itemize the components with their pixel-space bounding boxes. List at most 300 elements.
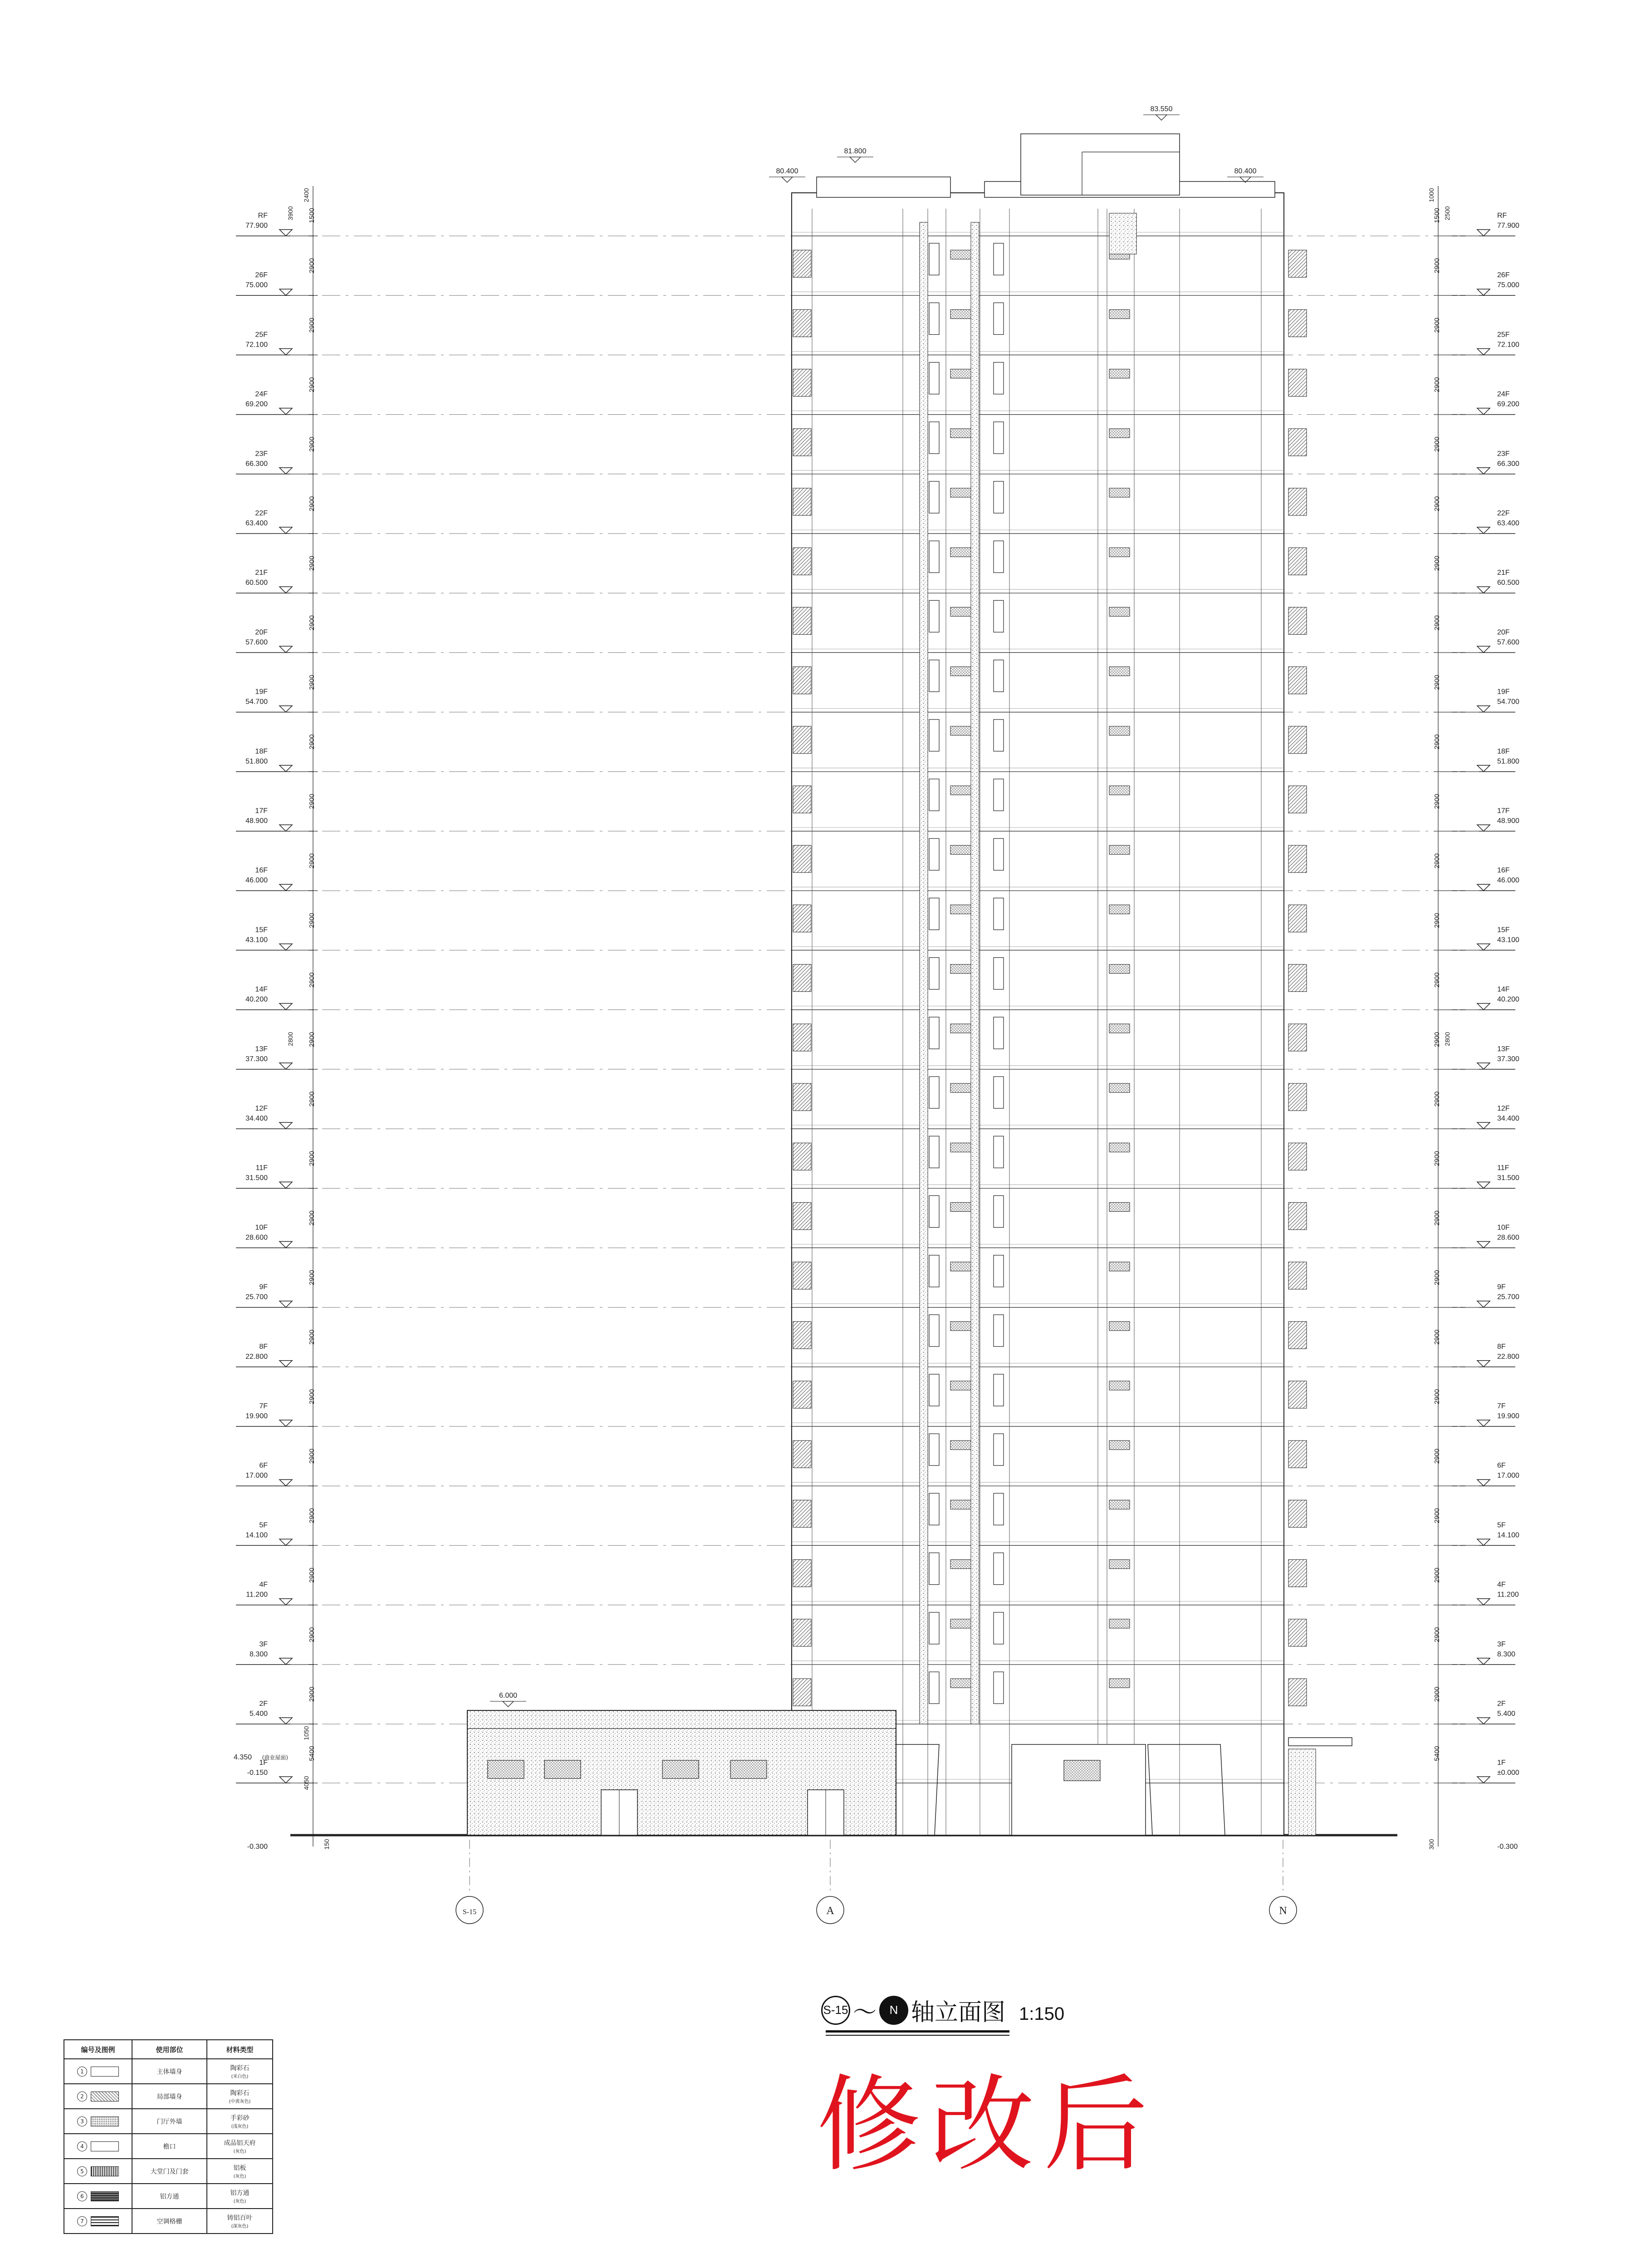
level-elevation-label: 17.000 bbox=[245, 1472, 268, 1480]
ac-grille bbox=[1109, 1262, 1130, 1271]
stone-pier bbox=[1288, 1749, 1316, 1835]
legend-swatch bbox=[91, 2191, 119, 2201]
dimension-label: 300 bbox=[1428, 1839, 1435, 1850]
level-elevation-label: 54.700 bbox=[245, 698, 268, 706]
podium-mid-elevation: 4.350 bbox=[233, 1754, 252, 1761]
legend-swatch bbox=[91, 2141, 119, 2151]
level-triangle bbox=[1477, 646, 1490, 652]
balcony-screen bbox=[1288, 1202, 1307, 1230]
level-floor-label: 15F bbox=[255, 926, 268, 934]
level-floor-label: 20F bbox=[1497, 628, 1510, 637]
level-floor-label: 2F bbox=[259, 1700, 268, 1708]
level-triangle bbox=[1477, 1479, 1490, 1486]
floor-dimension: 2900 bbox=[308, 496, 316, 512]
level-floor-label: 5F bbox=[1497, 1521, 1506, 1529]
level-triangle bbox=[1477, 1241, 1490, 1248]
level-elevation-label: 43.100 bbox=[1497, 936, 1519, 944]
balcony-screen bbox=[1288, 1083, 1307, 1111]
level-triangle bbox=[1477, 944, 1490, 950]
ac-grille bbox=[1109, 1083, 1130, 1092]
legend-use: 空调格栅 bbox=[132, 2209, 207, 2234]
ac-grille bbox=[1109, 1560, 1130, 1569]
level-elevation-label: -0.150 bbox=[247, 1769, 268, 1777]
floor-dimension: 2900 bbox=[308, 913, 316, 928]
balcony-screen bbox=[793, 905, 811, 932]
floor-dimension: 2900 bbox=[308, 794, 316, 809]
balcony-screen bbox=[1288, 905, 1307, 932]
legend-use: 主体墙身 bbox=[132, 2059, 207, 2084]
lobby-vent bbox=[1064, 1760, 1100, 1781]
ac-grille bbox=[950, 1560, 971, 1569]
ac-grille bbox=[1109, 845, 1130, 854]
level-triangle bbox=[1477, 289, 1490, 295]
window bbox=[994, 1255, 1004, 1287]
floor-dimension: 2900 bbox=[1433, 1389, 1441, 1405]
ac-grille bbox=[1109, 1440, 1130, 1450]
window bbox=[929, 1553, 939, 1585]
balcony-screen bbox=[1288, 726, 1307, 754]
ac-grille bbox=[1109, 488, 1130, 497]
roof-machine-room bbox=[1021, 134, 1180, 195]
level-elevation-label: 8.300 bbox=[1497, 1650, 1516, 1658]
ac-grille bbox=[950, 429, 971, 438]
level-floor-label: 22F bbox=[1497, 509, 1510, 517]
legend-swatch bbox=[91, 2166, 119, 2176]
roof-elevation-b: 80.400 bbox=[776, 167, 798, 175]
level-floor-label: RF bbox=[258, 212, 268, 220]
balcony-screen bbox=[1288, 1322, 1307, 1349]
level-triangle bbox=[1477, 1718, 1490, 1724]
level-floor-label: 9F bbox=[259, 1283, 268, 1291]
ac-grille bbox=[950, 1202, 971, 1211]
legend-swatch bbox=[91, 2116, 119, 2126]
window bbox=[929, 600, 939, 632]
balcony-screen bbox=[1288, 488, 1307, 515]
level-triangle bbox=[279, 1241, 292, 1248]
level-triangle bbox=[1477, 468, 1490, 474]
level-floor-label: RF bbox=[1497, 212, 1507, 220]
roof-elevation-c: 80.400 bbox=[1234, 167, 1257, 175]
balcony-screen bbox=[793, 1083, 811, 1111]
level-triangle bbox=[1477, 408, 1490, 415]
legend-swatch bbox=[91, 2067, 119, 2077]
ac-grille bbox=[950, 1262, 971, 1271]
title-underline bbox=[826, 2030, 1009, 2033]
balcony-screen bbox=[1288, 1560, 1307, 1587]
ac-grille bbox=[950, 726, 971, 735]
window bbox=[929, 422, 939, 454]
legend-header bbox=[64, 2040, 273, 2059]
ac-grille bbox=[950, 309, 971, 318]
ac-grille bbox=[950, 1619, 971, 1628]
window bbox=[929, 362, 939, 394]
floor-dimension: 2900 bbox=[308, 1151, 316, 1166]
balcony-screen bbox=[1288, 250, 1307, 277]
legend-number: 5 bbox=[77, 2166, 87, 2176]
level-elevation-label: 48.900 bbox=[1497, 817, 1519, 825]
ac-grille bbox=[1109, 548, 1130, 557]
window bbox=[994, 303, 1004, 334]
roof-parapet-left bbox=[817, 177, 950, 197]
balcony-screen bbox=[793, 1560, 811, 1587]
window bbox=[929, 243, 939, 275]
level-triangle bbox=[1477, 1122, 1490, 1129]
floor-dimension: 2900 bbox=[308, 853, 316, 869]
ac-grille bbox=[1109, 369, 1130, 378]
floor-dimension: 2900 bbox=[1433, 1568, 1441, 1583]
level-elevation-label: 77.900 bbox=[1497, 222, 1519, 230]
floor-dimension: 2900 bbox=[1433, 1329, 1441, 1345]
level-triangle bbox=[279, 1420, 292, 1426]
ac-grille bbox=[950, 845, 971, 854]
window bbox=[994, 1553, 1004, 1585]
balcony-screen bbox=[793, 1381, 811, 1408]
level-floor-label: 18F bbox=[1497, 747, 1510, 755]
level-triangle bbox=[279, 230, 292, 236]
level-elevation-label: 11.200 bbox=[246, 1591, 268, 1599]
level-elevation-label: 8.300 bbox=[249, 1650, 268, 1658]
window bbox=[929, 1315, 939, 1347]
level-elevation-label: 66.300 bbox=[1497, 460, 1519, 468]
window bbox=[929, 541, 939, 573]
level-triangle bbox=[1477, 1182, 1490, 1188]
floor-dimension: 2900 bbox=[308, 734, 316, 749]
level-triangle bbox=[279, 1122, 292, 1129]
ac-grille bbox=[950, 1083, 971, 1092]
floor-dimension: 2900 bbox=[1433, 1627, 1441, 1642]
dimension-label: 150 bbox=[323, 1839, 330, 1850]
level-elevation-label: 28.600 bbox=[245, 1234, 268, 1242]
level-floor-label: 18F bbox=[255, 747, 268, 755]
balcony-screen bbox=[793, 726, 811, 754]
level-triangle bbox=[1477, 1361, 1490, 1367]
balcony-screen bbox=[1288, 1143, 1307, 1170]
stone-column bbox=[920, 222, 928, 1724]
level-triangle bbox=[1477, 1420, 1490, 1426]
level-elevation-label: 66.300 bbox=[245, 460, 268, 468]
level-elevation-label: 11.200 bbox=[1497, 1591, 1519, 1599]
balcony-screen bbox=[793, 667, 811, 694]
floor-dimension: 2900 bbox=[1433, 1508, 1441, 1523]
elevation-triangle bbox=[503, 1701, 514, 1707]
window bbox=[994, 541, 1004, 573]
level-triangle bbox=[1477, 527, 1490, 534]
dimension-label: 2400 bbox=[303, 188, 310, 202]
level-elevation-label: 31.500 bbox=[1497, 1174, 1519, 1182]
legend-material: 陶彩石 (米白色) bbox=[207, 2059, 273, 2084]
ac-grille bbox=[1109, 726, 1130, 735]
window bbox=[929, 1672, 939, 1704]
level-elevation-label: 31.500 bbox=[245, 1174, 268, 1182]
ac-grille bbox=[950, 965, 971, 974]
ac-grille bbox=[950, 1440, 971, 1450]
floor-dimension: 2900 bbox=[1433, 1210, 1441, 1226]
balcony-screen bbox=[793, 429, 811, 456]
level-triangle bbox=[1477, 765, 1490, 772]
title-text bbox=[821, 1993, 1005, 2027]
floor-dimension: 2900 bbox=[308, 1686, 316, 1702]
level-floor-label: 9F bbox=[1497, 1283, 1506, 1291]
level-floor-label: 16F bbox=[255, 867, 268, 875]
level-elevation-label: 22.800 bbox=[1497, 1352, 1519, 1361]
floor-dimension: 2900 bbox=[1433, 853, 1441, 869]
balcony-screen bbox=[1288, 1440, 1307, 1468]
balcony-screen bbox=[1288, 1381, 1307, 1408]
level-floor-label: 10F bbox=[255, 1224, 268, 1232]
level-triangle bbox=[1477, 884, 1490, 891]
window bbox=[929, 1255, 939, 1287]
level-triangle bbox=[279, 527, 292, 534]
level-markers-right bbox=[1433, 186, 1519, 1847]
elevation-triangle bbox=[850, 157, 861, 162]
dimension-label: 1000 bbox=[1428, 188, 1435, 202]
level-floor-label: 24F bbox=[1497, 390, 1510, 398]
balcony-screen bbox=[793, 845, 811, 872]
window bbox=[994, 1077, 1004, 1108]
level-elevation-label: 14.100 bbox=[245, 1531, 268, 1539]
balcony-screen bbox=[1288, 1500, 1307, 1527]
level-triangle bbox=[279, 348, 292, 355]
level-floor-label: 7F bbox=[259, 1402, 268, 1410]
canopy-slab bbox=[1288, 1738, 1352, 1746]
level-triangle bbox=[279, 765, 292, 772]
level-triangle bbox=[1477, 1599, 1490, 1605]
level-elevation-label: 5.400 bbox=[249, 1710, 268, 1718]
ground-elevation-left: -0.300 bbox=[247, 1843, 268, 1851]
revision-stamp: 修改后 bbox=[817, 2065, 1157, 2186]
level-floor-label: 1F bbox=[259, 1759, 268, 1767]
balcony-screen bbox=[1288, 1262, 1307, 1289]
dimension-label: 4050 bbox=[303, 1776, 310, 1790]
legend-header-mat: 材料类型 bbox=[207, 2040, 273, 2059]
level-triangle bbox=[279, 1479, 292, 1486]
level-triangle bbox=[279, 1599, 292, 1605]
legend-row bbox=[64, 2184, 273, 2209]
balcony-screen bbox=[793, 250, 811, 277]
level-elevation-label: 22.800 bbox=[245, 1352, 268, 1361]
level-triangle bbox=[279, 1539, 292, 1545]
window bbox=[994, 898, 1004, 930]
legend-number: 3 bbox=[77, 2116, 87, 2126]
level-triangle bbox=[1477, 1777, 1490, 1783]
floor-dimension: 2900 bbox=[1433, 555, 1441, 571]
level-elevation-label: 46.000 bbox=[245, 877, 268, 885]
balcony-screen bbox=[1288, 667, 1307, 694]
window bbox=[994, 243, 1004, 275]
ac-grille bbox=[1109, 965, 1130, 974]
floor-dimension: 2900 bbox=[1433, 436, 1441, 452]
level-triangle bbox=[1477, 1301, 1490, 1308]
ac-grille bbox=[950, 786, 971, 795]
level-floor-label: 8F bbox=[1497, 1342, 1506, 1351]
podium-vent bbox=[544, 1760, 581, 1778]
podium-elevation-top: 6.000 bbox=[499, 1692, 518, 1700]
balcony-screen bbox=[793, 309, 811, 337]
axis-label: N bbox=[1279, 1905, 1287, 1917]
level-floor-label: 23F bbox=[1497, 450, 1510, 458]
level-triangle bbox=[1477, 1539, 1490, 1545]
level-floor-label: 3F bbox=[259, 1640, 268, 1648]
level-floor-label: 25F bbox=[1497, 331, 1510, 339]
legend-swatch bbox=[91, 2092, 119, 2101]
ac-grille bbox=[1109, 1500, 1130, 1509]
ac-grille bbox=[950, 1679, 971, 1688]
balcony-screen bbox=[793, 548, 811, 575]
floor-dimension: 1500 bbox=[308, 208, 316, 223]
level-triangle bbox=[279, 646, 292, 652]
legend-swatch bbox=[91, 2216, 119, 2226]
dimension-label: 2500 bbox=[1444, 206, 1451, 220]
level-elevation-label: 46.000 bbox=[1497, 877, 1519, 885]
level-elevation-label: 57.600 bbox=[1497, 638, 1519, 647]
window bbox=[994, 838, 1004, 870]
level-elevation-label: 69.200 bbox=[245, 400, 268, 408]
floor-dimension: 2900 bbox=[1433, 496, 1441, 512]
level-triangle bbox=[279, 408, 292, 415]
ac-grille bbox=[1109, 1322, 1130, 1331]
level-triangle bbox=[279, 884, 292, 891]
level-floor-label: 20F bbox=[255, 628, 268, 637]
floor-dimension: 2900 bbox=[308, 318, 316, 333]
level-triangle bbox=[279, 1004, 292, 1010]
ac-grille bbox=[1109, 1202, 1130, 1211]
balcony-screen bbox=[793, 1024, 811, 1051]
podium-elevation bbox=[467, 1710, 896, 1835]
ac-grille bbox=[1109, 1619, 1130, 1628]
floor-dimension: 5400 bbox=[1433, 1746, 1441, 1761]
level-triangle bbox=[279, 1658, 292, 1665]
ac-grille bbox=[1109, 429, 1130, 438]
floor-dimension: 2900 bbox=[1433, 1448, 1441, 1464]
legend-row bbox=[64, 2159, 273, 2184]
level-floor-label: 14F bbox=[255, 985, 268, 994]
balcony-screen bbox=[1288, 369, 1307, 397]
floor-dimension: 2900 bbox=[1433, 1270, 1441, 1285]
floor-dimension: 2900 bbox=[1433, 318, 1441, 333]
level-triangle bbox=[279, 1301, 292, 1308]
level-floor-label: 13F bbox=[255, 1045, 268, 1053]
balcony-screen bbox=[1288, 607, 1307, 634]
level-triangle bbox=[1477, 587, 1490, 593]
level-elevation-label: 51.800 bbox=[245, 757, 268, 765]
ac-grille bbox=[1109, 309, 1130, 318]
level-elevation-label: 63.400 bbox=[245, 519, 268, 527]
floor-dimension: 2900 bbox=[308, 1091, 316, 1107]
level-elevation-label: 43.100 bbox=[245, 936, 268, 944]
level-triangle bbox=[279, 1063, 292, 1069]
dimension-label: 3900 bbox=[287, 206, 294, 220]
axis-to-bubble: N bbox=[879, 1996, 908, 2025]
floor-dimension: 2900 bbox=[1433, 615, 1441, 631]
stone-column bbox=[971, 222, 979, 1724]
legend-use: 大堂门及门套 bbox=[132, 2159, 207, 2184]
ac-grille bbox=[1109, 667, 1130, 676]
window bbox=[929, 1136, 939, 1168]
balcony-screen bbox=[793, 786, 811, 813]
balcony-screen bbox=[1288, 845, 1307, 872]
floor-dimension: 2900 bbox=[1433, 734, 1441, 749]
level-floor-label: 4F bbox=[259, 1581, 268, 1589]
window bbox=[994, 779, 1004, 811]
ac-grille bbox=[950, 905, 971, 914]
tower-outline bbox=[792, 193, 1284, 1835]
legend-material: 手彩砂 (浅灰色) bbox=[207, 2109, 273, 2134]
level-floor-label: 17F bbox=[255, 807, 268, 815]
podium-vent bbox=[488, 1760, 524, 1778]
dimension-label: 2800 bbox=[287, 1032, 294, 1046]
floor-dimension: 2900 bbox=[1433, 913, 1441, 928]
axis-from-bubble: S-15 bbox=[821, 1996, 850, 2025]
level-triangle bbox=[1477, 348, 1490, 355]
window bbox=[929, 303, 939, 334]
floor-dimension: 2900 bbox=[308, 1508, 316, 1523]
legend-number: 1 bbox=[77, 2067, 87, 2077]
level-elevation-label: 34.400 bbox=[1497, 1115, 1519, 1122]
window bbox=[994, 1136, 1004, 1168]
ac-grille bbox=[950, 667, 971, 676]
level-floor-label: 15F bbox=[1497, 926, 1510, 934]
level-triangle bbox=[1477, 825, 1490, 831]
balcony-screen bbox=[1288, 786, 1307, 813]
level-elevation-label: 63.400 bbox=[1497, 519, 1519, 527]
balcony-screen bbox=[1288, 1679, 1307, 1706]
level-elevation-label: 75.000 bbox=[245, 281, 268, 289]
level-elevation-label: 34.400 bbox=[245, 1115, 268, 1122]
level-floor-label: 12F bbox=[1497, 1105, 1510, 1112]
legend-material: 陶彩石 (中黄灰色) bbox=[207, 2084, 273, 2109]
podium-vent bbox=[662, 1760, 699, 1778]
drawing-title bbox=[821, 1986, 1064, 2027]
level-triangle bbox=[279, 587, 292, 593]
window bbox=[929, 1374, 939, 1406]
floor-dimension: 2900 bbox=[1433, 675, 1441, 690]
dimension-label: 1050 bbox=[303, 1726, 310, 1740]
floor-dimension: 2900 bbox=[308, 675, 316, 690]
window bbox=[994, 1612, 1004, 1644]
ac-grille bbox=[950, 1381, 971, 1390]
legend-row bbox=[64, 2134, 273, 2159]
ac-grille bbox=[1109, 1024, 1130, 1033]
window bbox=[929, 720, 939, 751]
ac-grille bbox=[1109, 1143, 1130, 1152]
level-floor-label: 19F bbox=[1497, 688, 1510, 696]
level-floor-label: 21F bbox=[255, 569, 268, 577]
level-floor-label: 13F bbox=[1497, 1045, 1510, 1053]
level-triangle bbox=[1477, 1063, 1490, 1069]
floor-dimension: 2900 bbox=[308, 972, 316, 988]
window bbox=[994, 1315, 1004, 1347]
balcony-screen bbox=[793, 1619, 811, 1646]
window bbox=[994, 600, 1004, 632]
podium-mid-note: (商业屋面) bbox=[262, 1754, 288, 1761]
level-elevation-label: 37.300 bbox=[245, 1055, 268, 1063]
balcony-screen bbox=[1288, 965, 1307, 992]
level-floor-label: 12F bbox=[255, 1105, 268, 1112]
window bbox=[994, 1017, 1004, 1049]
floor-dimension: 2900 bbox=[308, 1448, 316, 1464]
level-floor-label: 8F bbox=[259, 1342, 268, 1351]
ac-grille bbox=[950, 607, 971, 616]
level-elevation-label: 40.200 bbox=[245, 995, 268, 1004]
tower-elevation bbox=[290, 134, 1397, 1835]
floor-dimension: 2900 bbox=[308, 1329, 316, 1345]
legend-row bbox=[64, 2059, 273, 2084]
window bbox=[929, 838, 939, 870]
floor-dimension: 2900 bbox=[308, 258, 316, 274]
window bbox=[929, 660, 939, 692]
title-tilde: ～ bbox=[853, 1999, 877, 2026]
window bbox=[994, 1672, 1004, 1704]
